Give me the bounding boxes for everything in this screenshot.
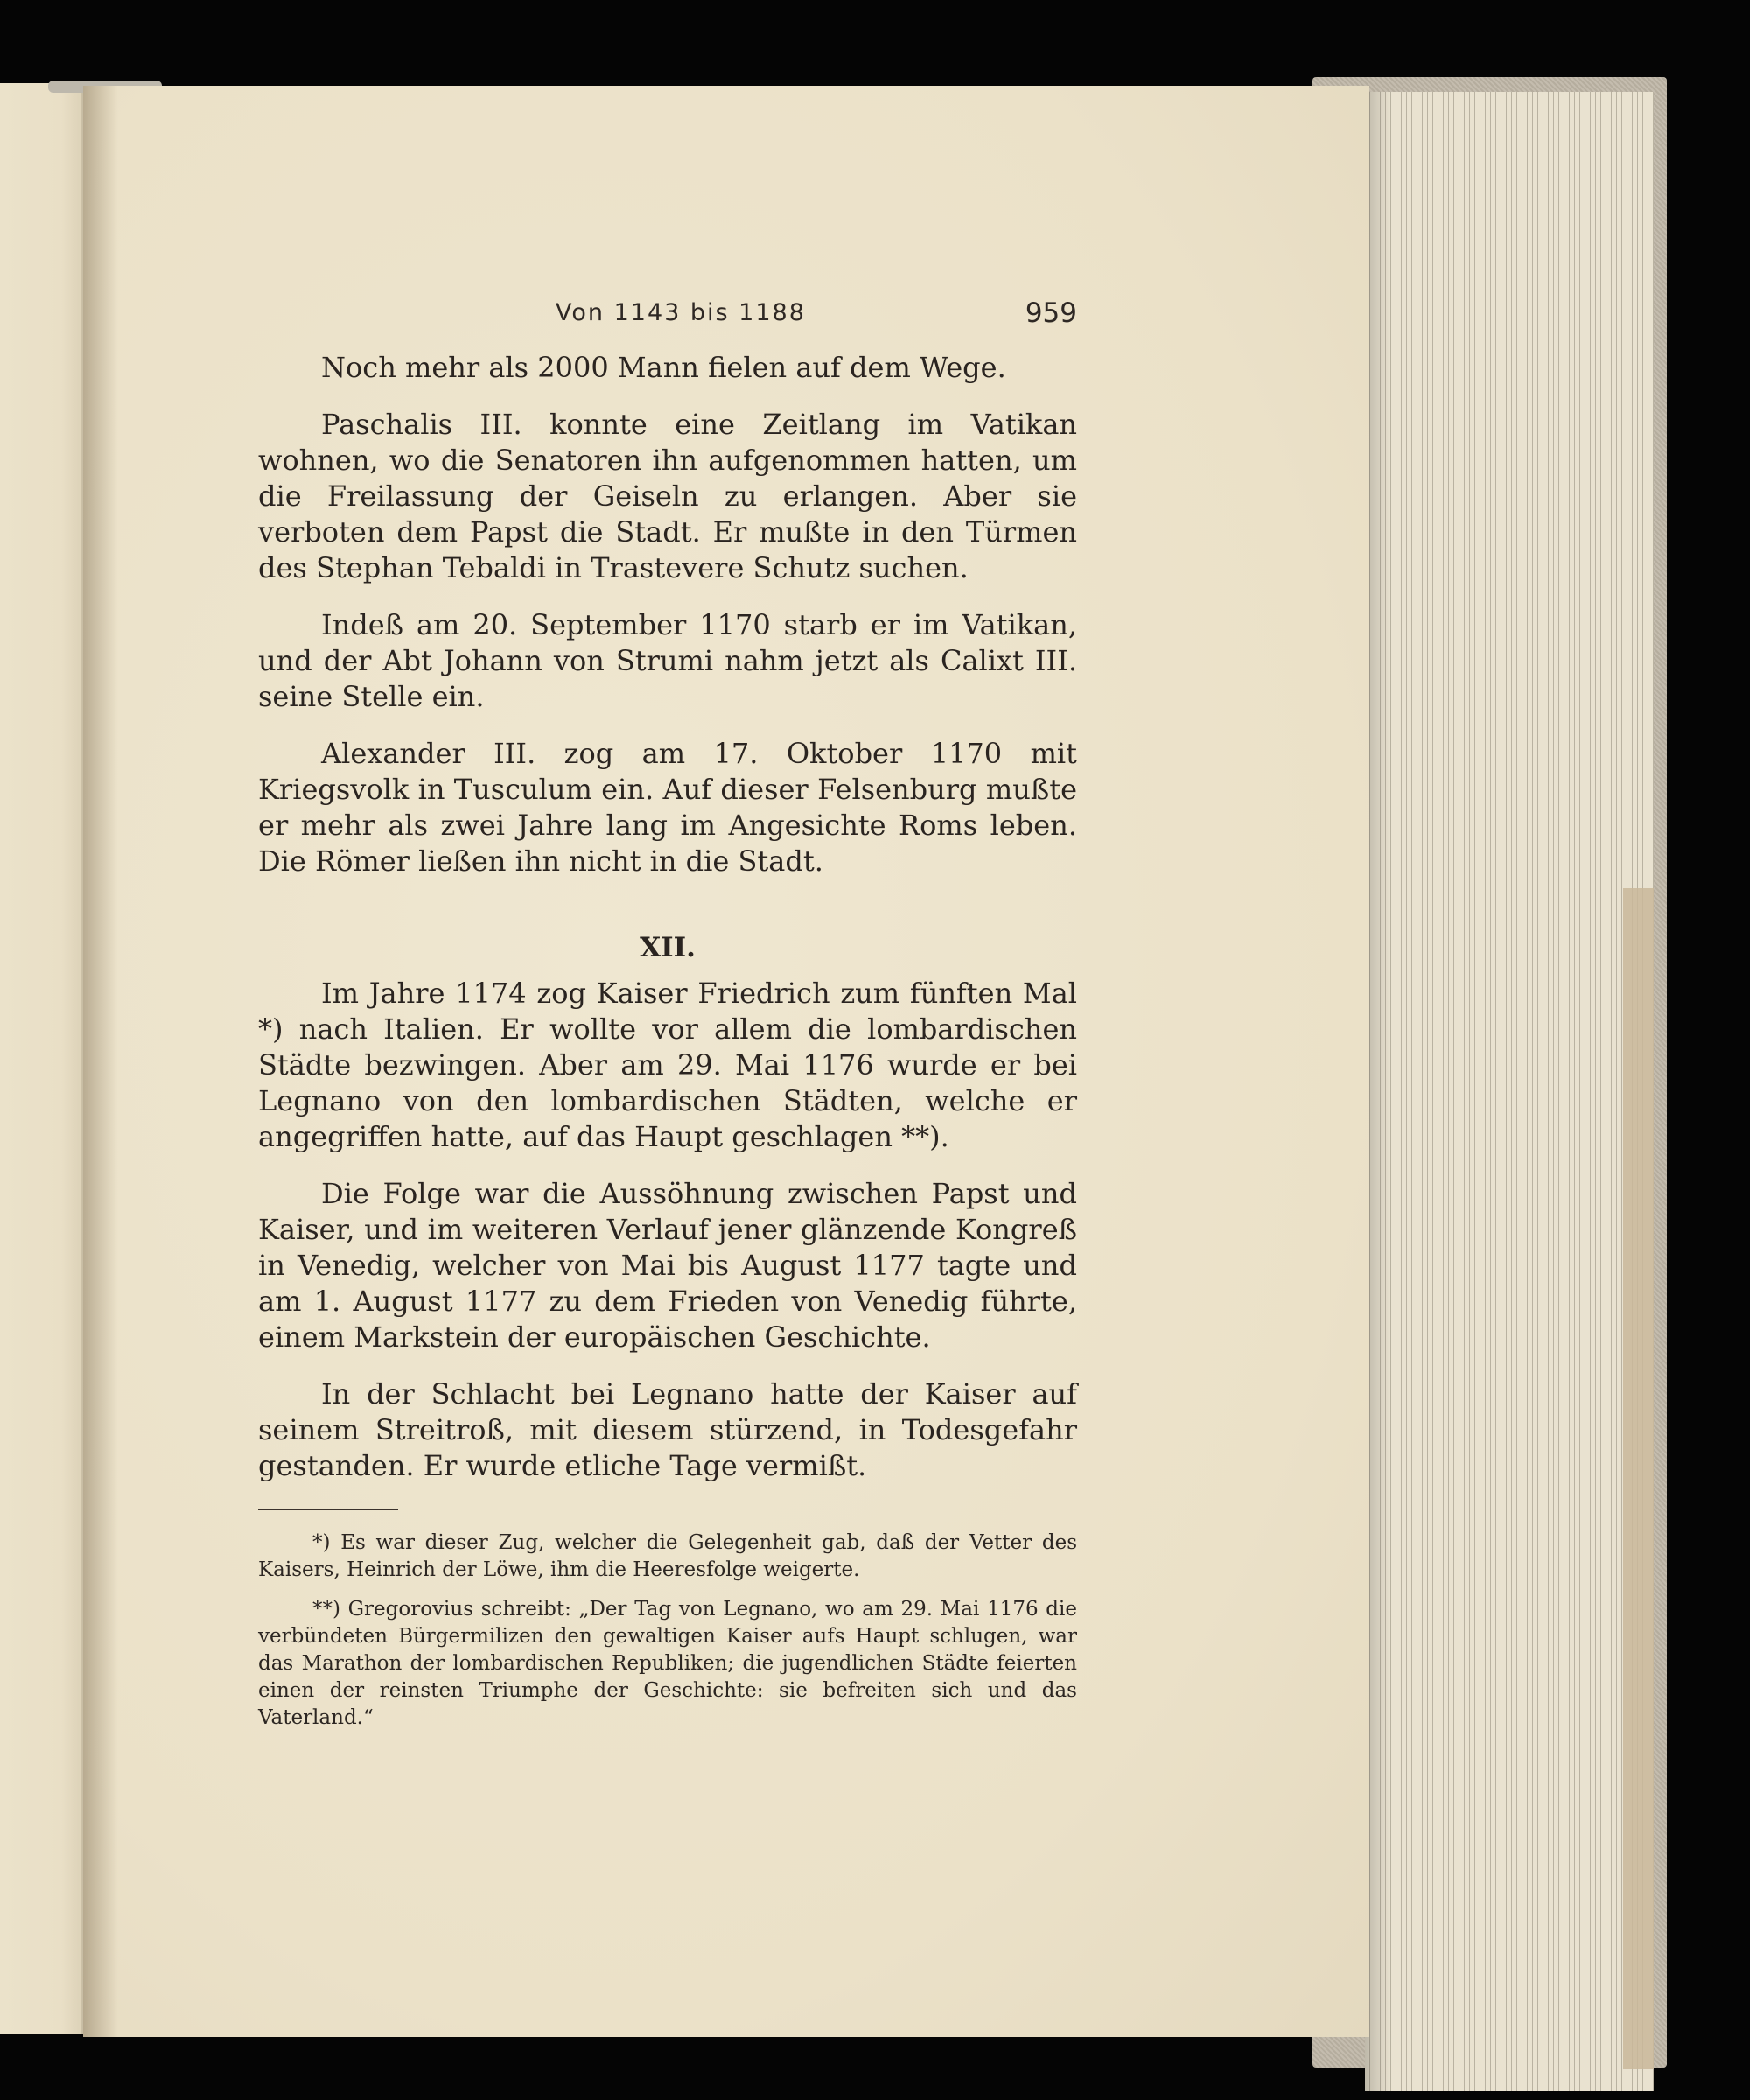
footnote: **) Gregorovius schreibt: „Der Tag von Legnano, wo am 29. Mai 1176 die verbündeten Bürgermilizen den gewaltigen Kaiser aufs Haupt schlugen, war das Marathon der lombardischen Republiken; die jugendlichen Städte feierten einen der reinsten Triumphe der Geschichte: sie befreiten sich und das Vaterland.“	[258, 1598, 1077, 1729]
paragraph: Noch mehr als 2000 Mann fielen auf dem Wege.	[321, 351, 1006, 384]
paragraph: Indeß am 20. September 1170 starb er im Vatikan, und der Abt Johann von Strumi nahm jetzt als Calixt III. seine Stelle ein.	[258, 608, 1077, 713]
page-number: 959	[1025, 298, 1077, 329]
paragraph: Alexander III. zog am 17. Oktober 1170 mit Kriegsvolk in Tusculum ein. Auf dieser Felsenburg mußte er mehr als zwei Jahre lang im Angesichte Roms leben. Die Römer ließen ihn nicht in die Stadt.	[258, 737, 1077, 878]
page-text	[258, 298, 1077, 1744]
footnote-rule	[258, 1508, 398, 1510]
page-header	[258, 298, 1077, 350]
running-head: Von 1143 bis 1188	[556, 299, 806, 326]
paragraph: Die Folge war die Aussöhnung zwischen Papst und Kaiser, und im weiteren Verlauf jener glänzende Kongreß in Venedig, welcher von Mai bis August 1177 tagte und am 1. August 1177 zu dem Frieden von Venedig führte, einem Markstein der europäischen Geschichte.	[258, 1177, 1077, 1354]
paragraph: Im Jahre 1174 zog Kaiser Friedrich zum fünften Mal *) nach Italien. Er wollte vor allem die lombardischen Städte bezwingen. Aber am 29. Mai 1176 wurde er bei Legnano von den lombardischen Städten, welche er angegriffen hatte, auf das Haupt geschlagen **).	[258, 976, 1077, 1153]
section-heading: XII.	[640, 932, 696, 963]
paragraph: In der Schlacht bei Legnano hatte der Kaiser auf seinem Streitroß, mit diesem stürzend, in Todesgefahr gestanden. Er wurde etliche Tage vermißt.	[258, 1377, 1077, 1482]
left-page-edge	[0, 83, 88, 2034]
footnote: *) Es war dieser Zug, welcher die Gelegenheit gab, daß der Vetter des Kaisers, Heinrich der Löwe, ihm die Heeresfolge weigerte.	[258, 1531, 1077, 1581]
page-block-edges	[1365, 92, 1654, 2091]
paragraph: Paschalis III. konnte eine Zeitlang im Vatikan wohnen, wo die Senatoren ihn aufgenommen hatten, um die Freilassung der Geiseln zu erlangen. Aber sie verboten dem Papst die Stadt. Er mußte in den Türmen des Stephan Tebaldi in Trastevere Schutz suchen.	[258, 408, 1077, 584]
gutter-shadow	[83, 86, 118, 2037]
